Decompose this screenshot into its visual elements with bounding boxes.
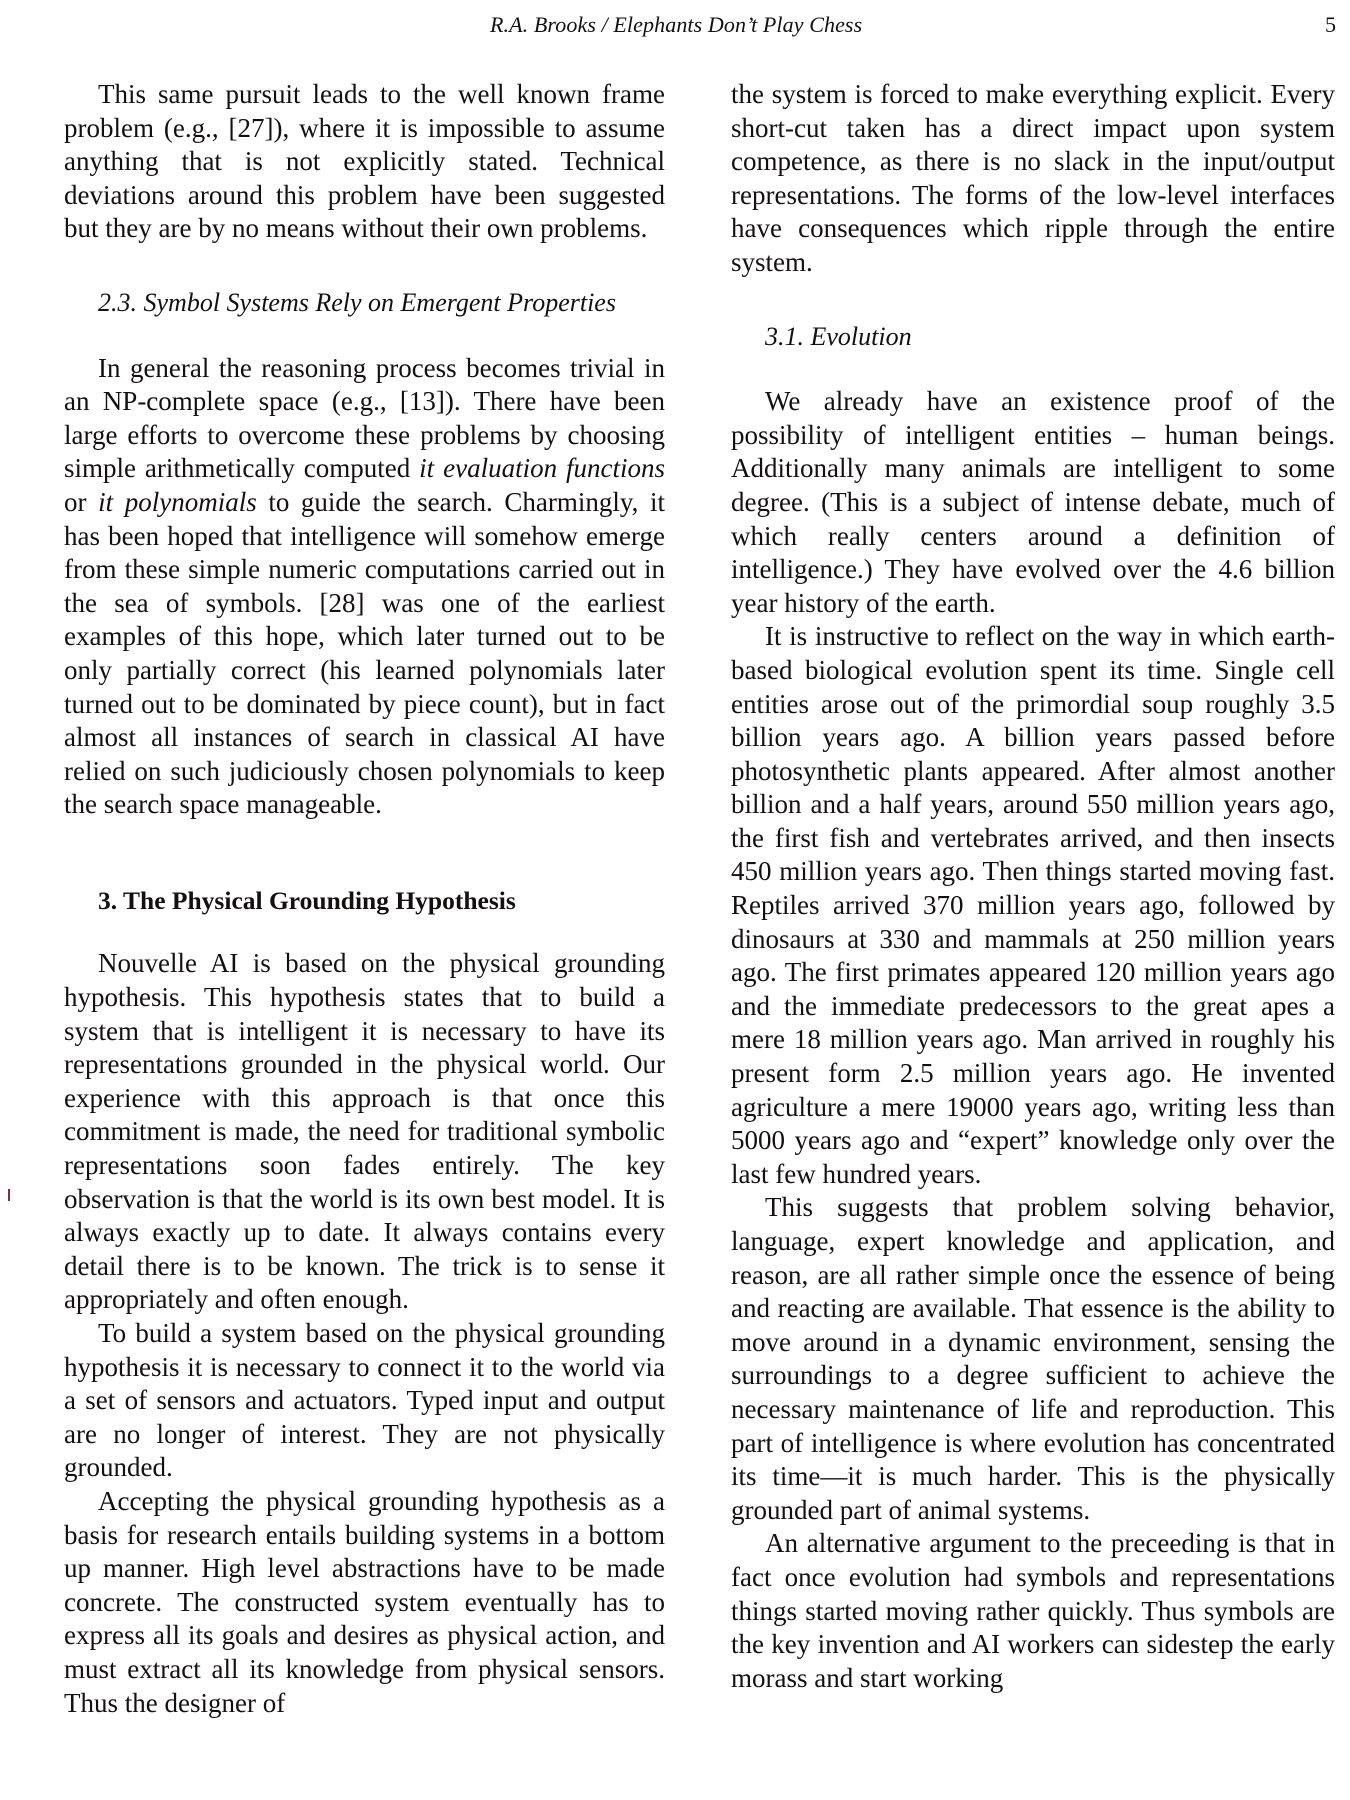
section-heading-3: 3. The Physical Grounding Hypothesis bbox=[98, 885, 516, 915]
page-number: 5 bbox=[1325, 12, 1336, 37]
emphasis-evaluation-functions: it evaluation functions bbox=[419, 453, 665, 484]
left-column bbox=[64, 78, 665, 1720]
emphasis-polynomials: it polynomials bbox=[98, 486, 257, 517]
paragraph-existence-proof: We already have an existence proof of the possibility of intelligent entities – human beings. Additionally many animals are intelligent to some degree. (This is a subject of intense debate, much of which really centers around a definition of intelligence.) They have evolved over the 4.6 billion year history of the earth. bbox=[731, 386, 1335, 618]
running-head-title: R.A. Brooks / Elephants Don’t Play Chess bbox=[490, 12, 863, 37]
paragraph-frame-problem: This same pursuit leads to the well known frame problem (e.g., [27]), where it is impossible to assume anything that is not explicitly stated. Technical deviations around this problem have been suggested but they are by no means without their own problems. bbox=[64, 79, 665, 244]
paragraph-nouvelle-ai: Nouvelle AI is based on the physical grounding hypothesis. This hypothesis states that to build a system that is intelligent it is necessary to have its representations grounded in the physical world. Our experience with this approach is that once this commitment is made, the need for traditional symbolic representations soon fades entirely. The key observation is that the world is its own best model. It is always exactly up to date. It always contains every detail there is to be known. The trick is to sense it appropriately and often enough. bbox=[64, 948, 665, 1315]
scan-artifact-mark bbox=[8, 1189, 10, 1201]
running-head bbox=[0, 10, 1350, 46]
paragraph-reasoning-process: In general the reasoning process becomes trivial in an NP-complete space (e.g., [13]). There have been large efforts to overcome these problems by choosing simple arithmetically computed it evaluation functions or it polynomials to guide the search. Charmingly, it has been hoped that intelligence will somehow emerge from these simple numeric computations carried out in the sea of symbols. [28] was one of the earliest examples of this hope, which later turned out to be only partially correct (his learned polynomials later turned out to be dominated by piece count), but in fact almost all instances of search in classical AI have relied on such judiciously chosen polynomials to keep the search space manageable. bbox=[64, 352, 665, 820]
paragraph-alternative-argument: An alternative argument to the preceeding is that in fact once evolution had symbols and representations things started moving rather quickly. Thus symbols are the key invention and AI workers can sidestep the early morass and start working bbox=[731, 1528, 1335, 1693]
paragraph-build-system: To build a system based on the physical grounding hypothesis it is necessary to connect it to the world via a set of sensors and actuators. Typed input and output are no longer of interest. They are not physically grounded. bbox=[64, 1318, 665, 1483]
paragraph-continued-explicit: the system is forced to make everything explicit. Every short-cut taken has a direct impact upon system competence, as there is no slack in the input/output representations. The forms of the low-level interfaces have consequences which ripple through the entire system. bbox=[731, 79, 1335, 277]
subsection-heading-2-3: 2.3. Symbol Systems Rely on Emergent Properties bbox=[98, 287, 616, 317]
paragraph-problem-solving: This suggests that problem solving behavior, language, expert knowledge and application, and reason, are all rather simple once the essence of being and reacting are available. That essence is the ability to move around in a dynamic environment, sensing the surroundings to a degree sufficient to achieve the necessary maintenance of life and reproduction. This part of intelligence is where evolution has concentrated its time—it is much harder. This is the physically grounded part of animal systems. bbox=[731, 1192, 1335, 1525]
subsection-heading-3-1: 3.1. Evolution bbox=[765, 321, 912, 351]
paragraph-accepting-hypothesis: Accepting the physical grounding hypothesis as a basis for research entails building systems in a bottom up manner. High level abstractions have to be made concrete. The constructed system eventually has to express all its goals and desires as physical action, and must extract all its knowledge from physical sensors. Thus the designer of bbox=[64, 1485, 665, 1718]
right-column bbox=[731, 78, 1335, 1695]
paragraph-evolution-timeline: It is instructive to reflect on the way in which earth-based biological evolution spent its time. Single cell entities arose out of the primordial soup roughly 3.5 billion years ago. A billion years passed before photosynthetic plants appeared. After almost another billion and a half years, around 550 million years ago, the first fish and vertebrates arrived, and then insects 450 million years ago. Then things started moving fast. Reptiles arrived 370 million years ago, followed by dinosaurs at 330 and mammals at 250 million years ago. The first primates appeared 120 million years ago and the immediate predecessors to the great apes a mere 18 million years ago. Man arrived in roughly his present form 2.5 million years ago. He invented agriculture a mere 19000 years ago, writing less than 5000 years ago and “expert” knowledge only over the last few hundred years. bbox=[731, 621, 1335, 1189]
